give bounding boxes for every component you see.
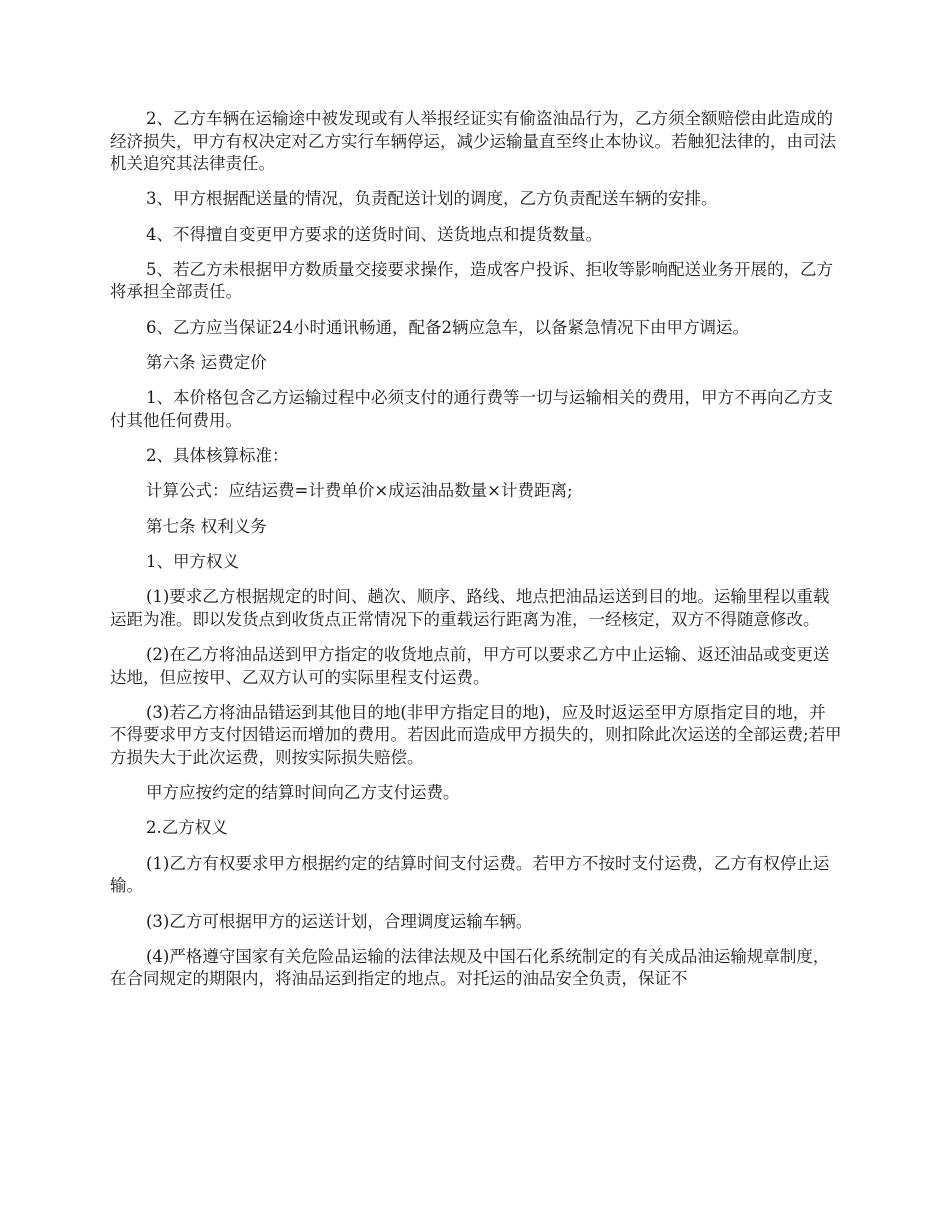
subheading-party-a-rights: 1、甲方权义 <box>146 551 239 571</box>
paragraph-clause-4: 4、不得擅自变更甲方要求的送货时间、送货地点和提货数量。 <box>146 224 602 244</box>
paragraph-pricing-1: 1、本价格包含乙方运输过程中必须支付的通行费等一切与运输相关的费用，甲方不再向乙方支付其他任何费用。 <box>110 388 833 430</box>
paragraph-party-b-1: (1)乙方有权要求甲方根据约定的结算时间支付运费。若甲方不按时支付运费，乙方有权停止运输。 <box>110 853 830 896</box>
paragraph-clause-5: 5、若乙方未根据甲方数质量交接要求操作，造成客户投诉、拒收等影响配送业务开展的，乙方将承担全部责任。 <box>110 259 833 302</box>
document-page <box>110 108 842 1004</box>
paragraph-party-a-1: (1)要求乙方根据规定的时间、趟次、顺序、路线、地点把油品运送到目的地。运输里程以重载运距为准。即以发货点到收货点正常情况下的重载运行距离为准，一经核定，双方不得随意修改。 <box>110 587 830 629</box>
subheading-party-b-rights: 2.乙方权义 <box>146 818 228 838</box>
paragraph-party-b-3: (3)乙方可根据甲方的运送计划，合理调度运输车辆。 <box>146 911 533 931</box>
paragraph-clause-3: 3、甲方根据配送量的情况，负责配送计划的调度，乙方负责配送车辆的安排。 <box>146 189 718 209</box>
paragraph-party-a-payment: 甲方应按约定的结算时间向乙方支付运费。 <box>146 783 460 803</box>
paragraph-clause-2: 2、乙方车辆在运输途中被发现或有人举报经证实有偷盗油品行为，乙方须全额赔偿由此造成的经济损失，甲方有权决定对乙方实行车辆停运，减少运输量直至终止本协议。若触犯法律的，由司法机关追究其法律责任。 <box>110 109 836 173</box>
paragraph-clause-6: 6、乙方应当保证24小时通讯畅通，配备2辆应急车，以备紧急情况下由甲方调运。 <box>146 317 749 337</box>
section-heading-article-6: 第六条 运费定价 <box>146 352 267 372</box>
section-heading-article-7: 第七条 权利义务 <box>146 516 267 536</box>
paragraph-formula: 计算公式：应结运费=计费单价×成运油品数量×计费距离; <box>146 481 573 501</box>
paragraph-party-a-3: (3)若乙方将油品错运到其他目的地(非甲方指定目的地)，应及时返运至甲方原指定目的地，并不得要求甲方支付因错运而增加的费用。若因此而造成甲方损失的，则扣除此次运送的全部运费;若甲方损失大于此次运费，则按实际损失赔偿。 <box>110 702 842 767</box>
paragraph-pricing-2: 2、具体核算标准： <box>146 446 289 466</box>
paragraph-party-b-4: (4)严格遵守国家有关危险品运输的法律法规及中国石化系统制定的有关成品油运输规章制度，在合同规定的期限内，将油品运到指定的地点。对托运的油品安全负责，保证不 <box>110 946 830 989</box>
paragraph-party-a-2: (2)在乙方将油品送到甲方指定的收货地点前，甲方可以要求乙方中止运输、返还油品或变更送达地，但应按甲、乙双方认可的实际里程支付运费。 <box>110 645 830 687</box>
